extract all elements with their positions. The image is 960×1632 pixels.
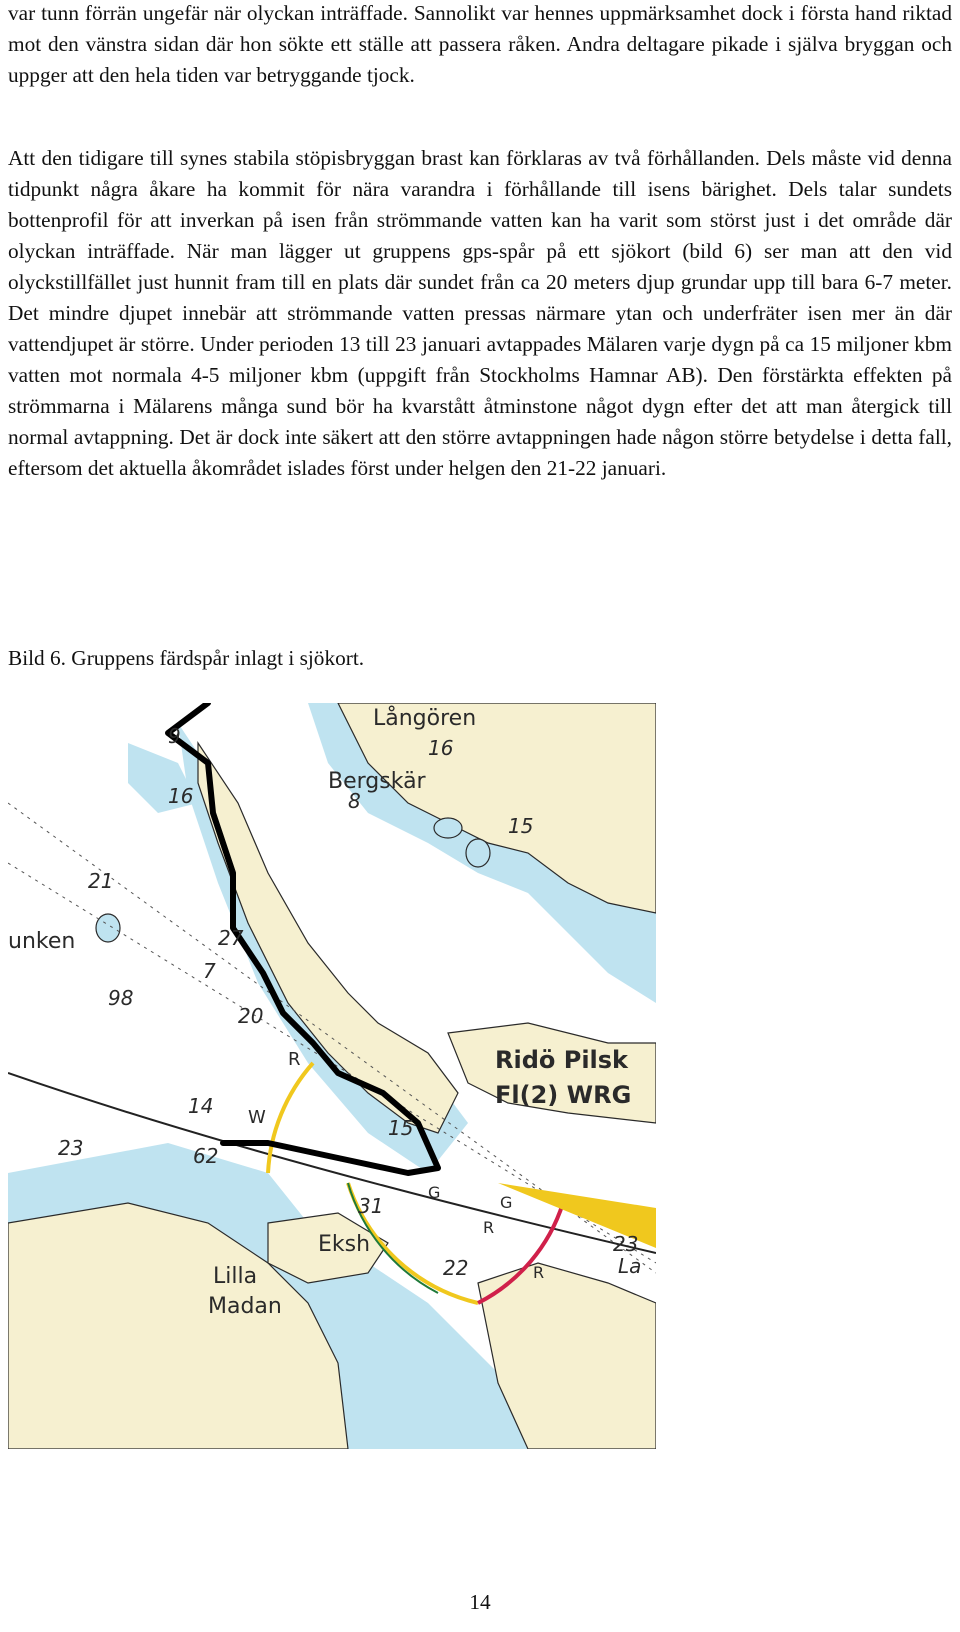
sector-letter-w: W <box>248 1107 266 1128</box>
rock-3 <box>96 914 120 942</box>
nautical-chart-figure <box>8 703 656 1449</box>
sector-letter-r3: R <box>533 1263 545 1282</box>
page-number: 14 <box>469 1590 491 1614</box>
place-name-la: La <box>618 1254 642 1278</box>
place-name-rido-pilsk: Ridö Pilsk <box>495 1046 629 1074</box>
figure-caption: Bild 6. Gruppens färdspår inlagt i sjökort. <box>8 646 365 670</box>
place-name-madan: Madan <box>208 1294 282 1319</box>
rock-1 <box>434 818 462 838</box>
paragraph-1: var tunn förrän ungefär när olyckan inträffade. Sannolikt var hennes uppmärksamhet dock i första hand riktad mot den vänstra sidan där hon sökte ett ställe att passera råken. Andra deltagare pikade i själva bryggan och uppger att den hela tiden var betryggande tjock. <box>8 1 952 87</box>
rock-2 <box>466 839 490 867</box>
place-name-eksh: Eksh <box>318 1232 371 1257</box>
place-name-bergskar: Bergskär <box>328 769 426 794</box>
depth-12: 15 <box>388 1116 414 1140</box>
depth-11: 14 <box>188 1094 214 1118</box>
sector-letter-r1: R <box>288 1049 301 1070</box>
depth-14: 23 <box>58 1136 84 1160</box>
depth-1: 16 <box>428 736 454 760</box>
sector-letter-g1: G <box>428 1183 441 1202</box>
place-name-unken: unken <box>8 929 76 954</box>
depth-13: 62 <box>193 1144 219 1168</box>
light-characteristic: Fl(2) WRG <box>495 1081 632 1109</box>
depth-2: 9 <box>168 724 181 748</box>
depth-10: 20 <box>238 1004 264 1028</box>
depth-6: 21 <box>88 869 114 893</box>
depth-3: 16 <box>168 784 194 808</box>
depth-16: 22 <box>443 1256 469 1280</box>
depth-17: 23 <box>613 1232 639 1256</box>
depth-8: 7 <box>203 959 216 983</box>
depth-5: 15 <box>508 814 534 838</box>
sector-letter-r2: R <box>483 1218 495 1237</box>
place-name-langoren: Långören <box>373 706 477 731</box>
depth-7: 27 <box>218 926 244 950</box>
depth-4: 8 <box>348 789 361 813</box>
sector-letter-g2: G <box>500 1193 513 1212</box>
chart-map-svg <box>8 703 656 1449</box>
paragraph-2: Att den tidigare till synes stabila stöpisbryggan brast kan förklaras av två förhållanden. Dels måste vid denna tidpunkt några åkare ha kommit för nära varandra i förhållande till isens bärighet. Dels talar sundets bottenprofil för att inverkan på isen från strömmande vatten kan ha varit som störst just i det område där olyckan inträffade. När man lägger ut gruppens gps-spår på ett sjökort (bild 6) ser man att den vid olyckstillfället just hunnit fram till en plats där sundet från ca 20 meters djup grundar upp till bara 6-7 meter. Det mindre djupet innebär att strömmande vatten pressas närmare ytan och underfräter isen mer än där vattendjupet är större. Under perioden 13 till 23 januari avtappades Mälaren varje dygn på ca 15 miljoner kbm vatten mot normala 4-5 miljoner kbm (uppgift från Stockholms Hamnar AB). Den förstärkta effekten på strömmarna i Mälarens många sund bör ha kvarstått åtminstone något dygn efter det att man återgick till normal avtappning. Det är dock inte säkert att den större avtappningen hade någon större betydelse i detta fall, eftersom det aktuella åkområdet islades först under helgen den 21-22 januari. <box>8 146 952 480</box>
depth-15: 31 <box>358 1194 384 1218</box>
place-name-lilla: Lilla <box>213 1264 258 1289</box>
depth-9: 98 <box>108 986 134 1010</box>
